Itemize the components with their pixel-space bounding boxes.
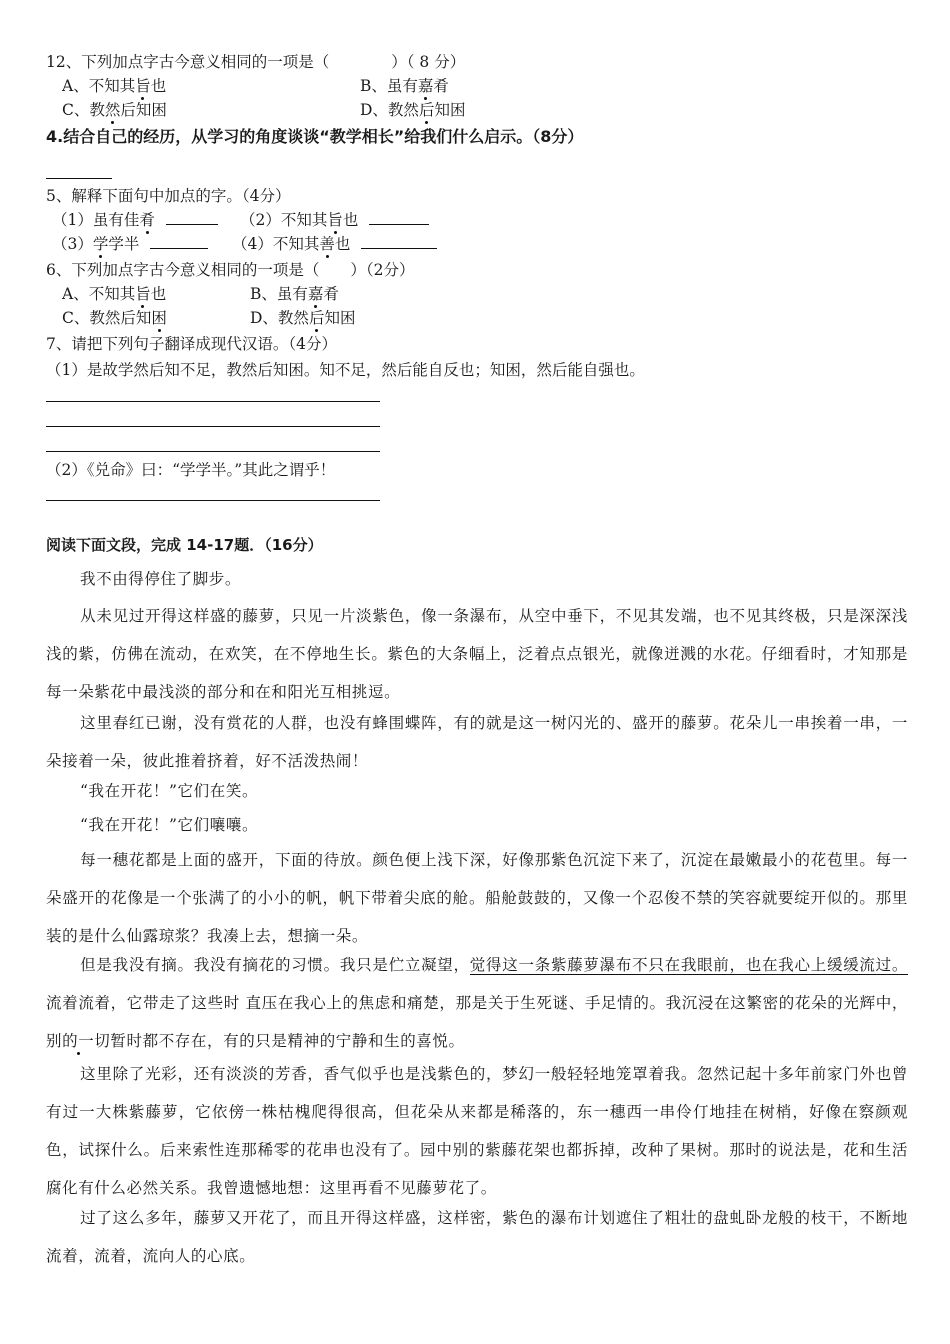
emphasis-dot-char: 旨	[135, 77, 151, 95]
q6-option-d: D、教然后知困	[250, 309, 356, 327]
q5-answer-blank-3[interactable]	[150, 234, 208, 249]
q6-stem: 6、下列加点字古今意义相同的一项是（ ）（2分）	[46, 261, 415, 279]
q12-option-a: A、不知其旨也	[62, 77, 167, 95]
reading-paragraph-4: “我在开花！”它们在笑。	[80, 782, 259, 800]
reading-paragraph-1: 我不由得停住了脚步。	[80, 570, 242, 588]
emphasis-dot-char: 后	[308, 309, 325, 327]
q5-item-1: （1）虽有佳肴	[52, 210, 218, 230]
emphasis-dot-char: 嘉	[417, 77, 434, 95]
reading-paragraph-5: “我在开花！”它们嚷嚷。	[80, 816, 259, 834]
reading-paragraph-6: 每一穗花都是上面的盛开，下面的待放。颜色便上浅下深，好像那紫色沉淀下来了，沉淀在最嫩最小的花苞里。每一朵盛开的花像是一个张满了的小小的帆，帆下带着尖底的舱。船舱鼓鼓的，又像一个忍俊不禁的笑容就要绽开似的。那里装的是什么仙露琼浆？我凑上去，想摘一朵。	[46, 851, 908, 945]
q4-answer-line[interactable]	[46, 178, 112, 179]
emphasis-dot-char: 嘉	[307, 285, 324, 303]
reading-paragraph-9: 过了这么多年，藤萝又开花了，而且开得这样盛，这样密，紫色的瀑布计划遮住了粗壮的盘虬卧龙般的枝干，不断地流着，流着，流向人的心底。	[46, 1209, 908, 1265]
reading-paragraph-7: 但是我没有摘。我没有摘花的习惯。我只是伫立凝望，觉得这一条紫藤萝瀑布不只在我眼前，也在我心上缓缓流过。流着流着，它带走了这些时 直压在我心上的焦虑和痛楚，那是关于生死谜、手足情的。我沉浸在这繁密的花朵的光辉中，别的一切暂时都不存在，有的只是精神的宁静和生的喜悦。	[46, 956, 908, 1050]
emphasis-dotted-phrase: 别的一切	[46, 1032, 111, 1050]
q5-stem: 5、解释下面句中加点的字。（4分）	[46, 187, 291, 205]
q5-item-4: （4）不知其善也	[232, 234, 437, 254]
q5-answer-blank-2[interactable]	[369, 210, 429, 225]
q12-option-c: C、教然后知困	[62, 101, 167, 119]
emphasis-dot-char: 善	[319, 235, 335, 253]
q4-heading: 4.结合自己的经历，从学习的角度谈谈“教学相长”给我们什么启示。（8分）	[46, 127, 584, 146]
q7-answer-line-2[interactable]	[46, 426, 380, 427]
q12-option-d: D、教然后知困	[360, 101, 466, 119]
reading-paragraph-3: 这里春红已谢，没有赏花的人群，也没有蜂围蝶阵，有的就是这一树闪光的、盛开的藤萝。花朵儿一串挨着一串，一朵接着一朵，彼此推着挤着，好不活泼热闹！	[46, 714, 908, 770]
q7-sentence-2: （2）《兑命》曰：“学学半。”其此之谓乎！	[46, 461, 336, 479]
underlined-sentence: 觉得这一条紫藤萝瀑布不只在我眼前，也在我心上缓缓流过。	[469, 956, 908, 974]
emphasis-dot-char: 旨	[327, 211, 343, 229]
q6-option-b: B、虽有嘉肴	[250, 285, 339, 303]
q12-stem: 12、下列加点字古今意义相同的一项是（ ）（ 8 分）	[46, 53, 466, 71]
emphasis-dot-char: 困	[151, 309, 167, 327]
reading-paragraph-2: 从未见过开得这样盛的藤萝，只见一片淡紫色，像一条瀑布，从空中垂下，不见其发端，也不见其终极，只是深深浅浅的紫，仿佛在流动，在欢笑，在不停地生长。紫色的大条幅上，泛着点点银光，就像迸溅的水花。仔细看时，才知那是每一朵紫花中最浅淡的部分和在和阳光互相挑逗。	[46, 607, 908, 701]
emphasis-dot-char: 后	[418, 101, 435, 119]
q7-answer-line-4[interactable]	[46, 500, 380, 501]
emphasis-dot-char: 然	[104, 101, 121, 119]
q12-option-b: B、虽有嘉肴	[360, 77, 449, 95]
q6-option-a: A、不知其旨也	[62, 285, 167, 303]
emphasis-dot-char: 学	[92, 235, 109, 253]
q7-stem: 7、请把下列句子翻译成现代汉语。（4分）	[46, 335, 337, 353]
emphasis-dot-char: 旨	[135, 285, 151, 303]
reading-paragraph-8: 这里除了光彩，还有淡淡的芳香，香气似乎也是浅紫色的，梦幻一般轻轻地笼罩着我。忽然记起十多年前家门外也曾有过一大株紫藤萝，它依傍一株枯槐爬得很高，但花朵从来都是稀落的，东一穗西一串伶仃地挂在树梢，好像在察颜观色，试探什么。后来索性连那稀零的花串也没有了。园中别的紫藤花架也都拆掉，改种了果树。那时的说法是，花和生活腐化有什么必然关系。我曾遗憾地想：这里再看不见藤萝花了。	[46, 1065, 908, 1197]
q7-answer-line-1[interactable]	[46, 401, 380, 402]
q5-answer-blank-4[interactable]	[361, 234, 437, 249]
q5-item-3: （3）学学半	[52, 234, 208, 254]
q5-answer-blank-1[interactable]	[166, 210, 218, 225]
emphasis-dot-char: 肴	[139, 211, 155, 229]
q7-sentence-1: （1）是故学然后知不足，教然后知困。知不足，然后能自反也；知困，然后能自强也。	[46, 361, 645, 379]
q5-item-2: （2）不知其旨也	[240, 210, 429, 230]
q7-answer-line-3[interactable]	[46, 451, 380, 452]
q6-option-c: C、教然后知困	[62, 309, 167, 327]
reading-heading: 阅读下面文段，完成 14-17题．（16分）	[46, 536, 323, 554]
